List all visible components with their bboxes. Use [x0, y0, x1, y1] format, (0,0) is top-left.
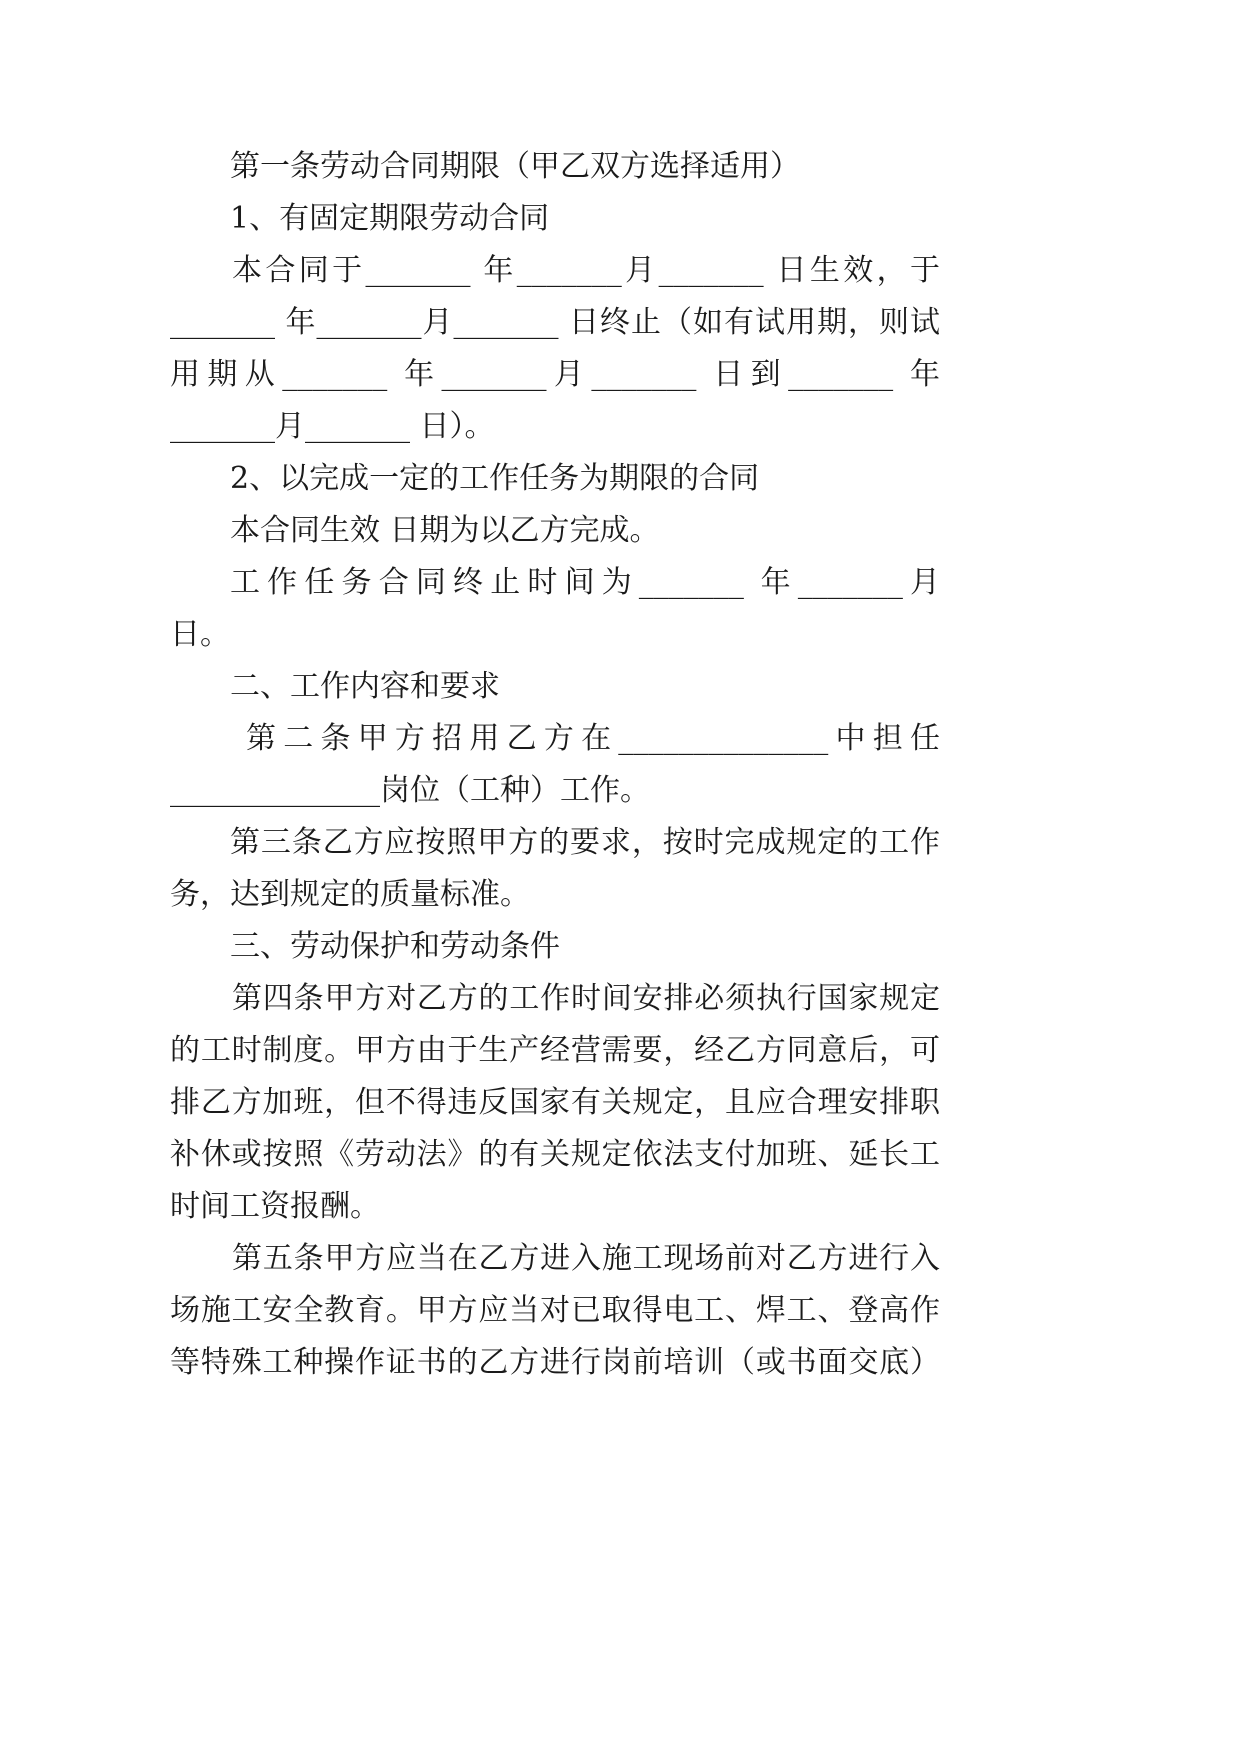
article-4-line-5: 时间工资报酬。 — [170, 1189, 380, 1224]
article-3-line-1: 第三条乙方应按照甲方的要求，按时完成规定的工作 — [230, 825, 940, 860]
task-contract-end-line: 工作任务合同终止时间为_______ 年_______月 — [230, 565, 940, 600]
article-4-line-3: 排乙方加班，但不得违反国家有关规定，且应合理安排职 — [170, 1085, 940, 1120]
contract-end-date-line: _______ 年_______月_______ 日终止（如有试用期，则试 — [170, 305, 940, 340]
fixed-term-contract-heading: 1、有固定期限劳动合同 — [230, 201, 550, 236]
task-based-contract-heading: 2、以完成一定的工作任务为期限的合同 — [230, 461, 760, 496]
task-contract-effective-line: 本合同生效 日期为以乙方完成。 — [230, 513, 660, 548]
article-4-line-2: 的工时制度。甲方由于生产经营需要，经乙方同意后，可 — [170, 1033, 940, 1068]
section-3-heading: 三、劳动保护和劳动条件 — [230, 929, 560, 964]
article-1-heading: 第一条劳动合同期限（甲乙双方选择适用） — [230, 149, 800, 184]
article-5-line-3: 等特殊工种操作证书的乙方进行岗前培训（或书面交底） — [170, 1345, 940, 1380]
probation-end-line: _______月_______ 日）。 — [170, 409, 495, 444]
article-5-line-1: 第五条甲方应当在乙方进入施工现场前对乙方进行入 — [232, 1241, 940, 1276]
article-3-line-2: 务，达到规定的质量标准。 — [170, 877, 530, 912]
article-4-line-4: 补休或按照《劳动法》的有关规定依法支付加班、延长工 — [170, 1137, 940, 1172]
article-5-line-2: 场施工安全教育。甲方应当对已取得电工、焊工、登高作 — [170, 1293, 940, 1328]
task-contract-end-day: 日。 — [170, 617, 230, 652]
article-4-line-1: 第四条甲方对乙方的工作时间安排必须执行国家规定 — [232, 981, 940, 1016]
section-2-heading: 二、工作内容和要求 — [230, 669, 500, 704]
article-2-position-line: 第二条甲方招用乙方在______________中担任 — [246, 721, 940, 756]
article-2-job-line: ______________岗位（工种）工作。 — [170, 773, 650, 808]
probation-period-line: 用期从_______ 年_______月_______ 日到_______ 年 — [170, 357, 940, 392]
contract-effective-date-line: 本合同于_______ 年_______月_______ 日生效，于 — [232, 253, 940, 288]
